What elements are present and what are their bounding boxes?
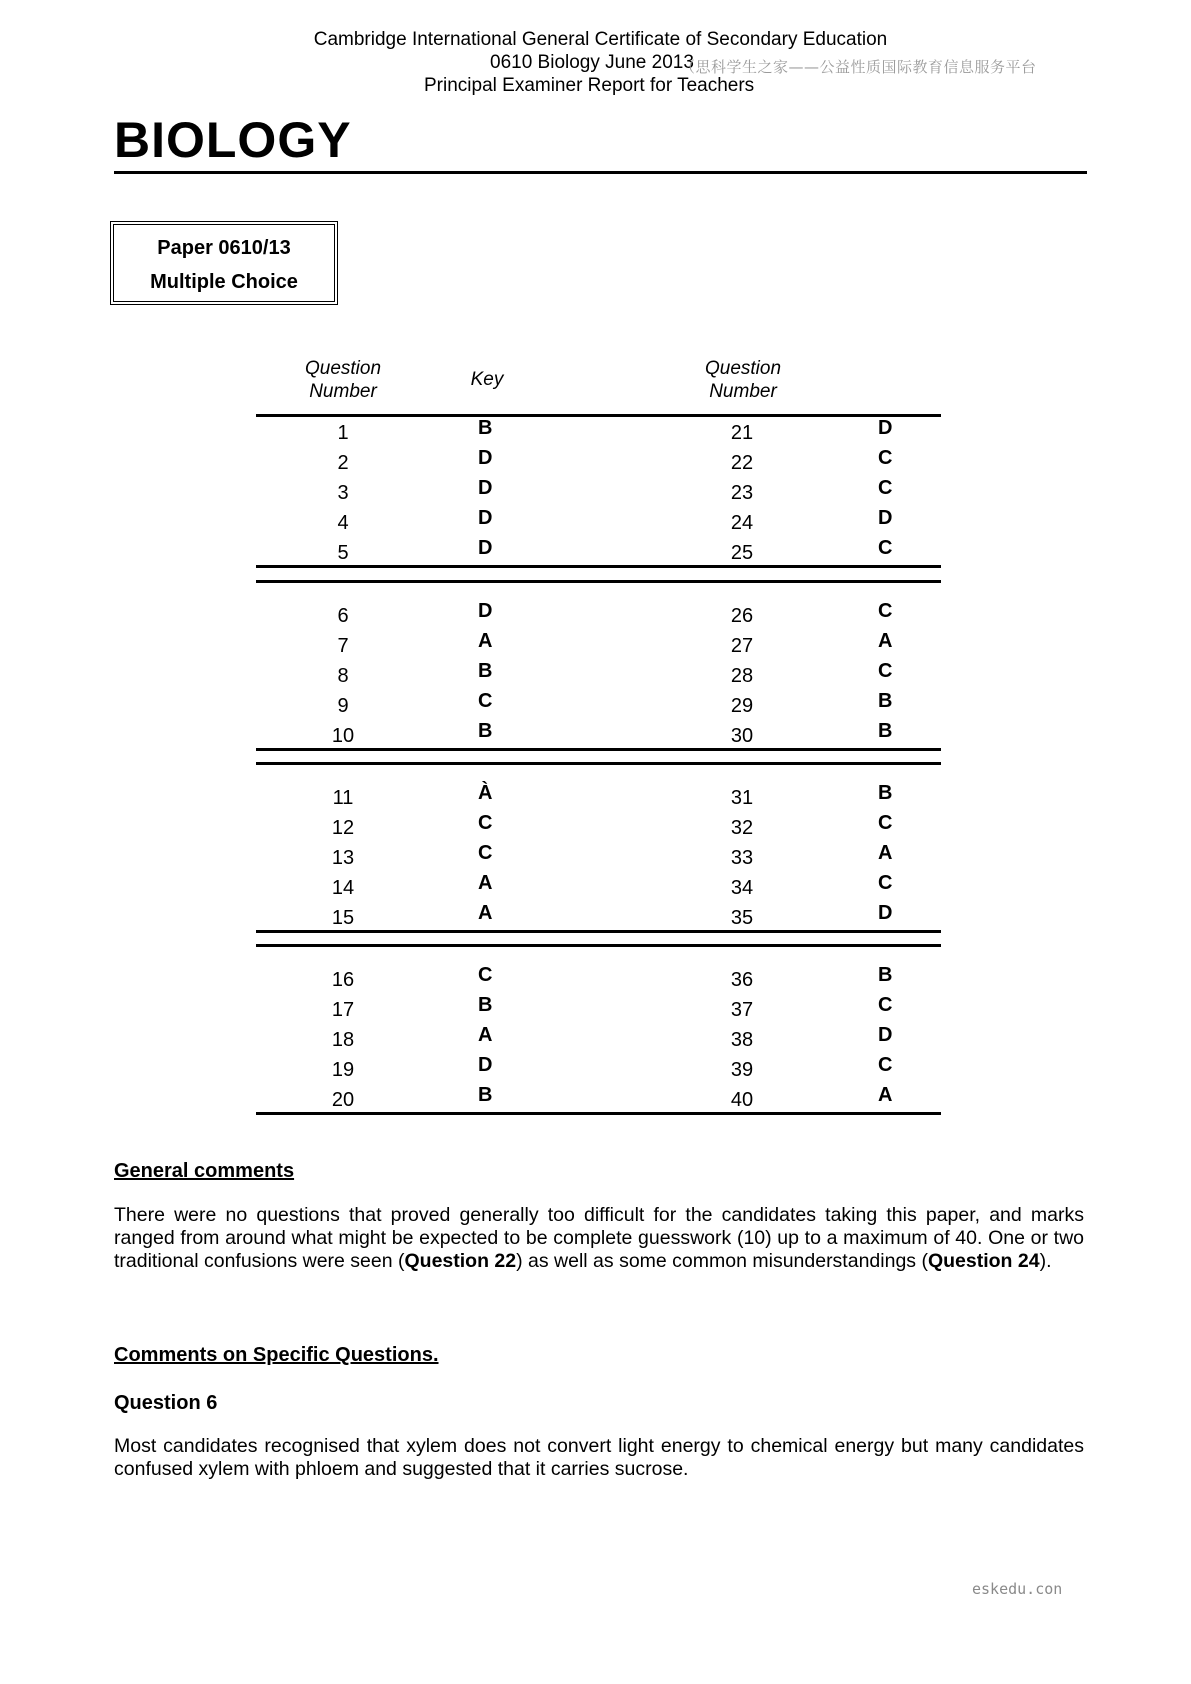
answer-key: C [878,660,893,682]
document-title: BIOLOGY [114,112,352,168]
question-24-ref: Question 24 [927,1250,1040,1272]
answer-key: C [878,994,893,1016]
answer-key: A [478,1024,493,1046]
table-rule [256,580,941,583]
question-number: 9 [337,695,349,717]
answer-key: B [478,720,493,742]
question-number: 34 [730,877,754,899]
question-6-text: Most candidates recognised that xylem does not convert light energy to chemical energy but many candidates confused xylem with phloem and suggested that it carries sucrose. [114,1435,1084,1480]
question-number: 10 [331,725,355,747]
question-number: 3 [337,482,349,504]
question-number: 18 [331,1029,355,1051]
general-comments-text [114,1204,1084,1273]
answer-key: D [478,1054,493,1076]
table-rule [256,762,941,765]
answer-key: À [478,782,493,804]
answer-key: B [878,964,893,986]
answer-key: C [478,690,493,712]
question-number: 19 [331,1059,355,1081]
answer-key: D [478,447,493,469]
table-rule [256,930,941,933]
answer-key: C [878,600,893,622]
table-rule [256,1112,941,1115]
question-number: 23 [730,482,754,504]
question-number: 12 [331,817,355,839]
general-comments-heading: General comments [114,1160,295,1182]
answer-key: D [478,537,493,559]
answer-key: D [878,417,893,439]
answer-key: A [878,630,893,652]
answer-key: B [478,417,493,439]
header-line-1: Cambridge International General Certificate of Secondary Education [313,29,888,50]
answer-key: C [478,842,493,864]
question-number: 33 [730,847,754,869]
answer-key: B [878,690,893,712]
answer-key: C [878,812,893,834]
question-number: 7 [337,635,349,657]
general-text-a: There were no questions that proved generally too difficult for the candidates taking this paper, and marks ranged from around what might be expected to be complete guesswork (10) up to a maximum of 40. One or two traditional confusions were seen ( [114,1204,1084,1272]
paper-box [110,221,338,305]
table-rule [256,748,941,751]
question-number: 35 [730,907,754,929]
question-number: 21 [730,422,754,444]
question-number: 11 [332,787,354,809]
answer-key: C [878,477,893,499]
paper-type: Multiple Choice [150,271,298,293]
header-key: Key [470,369,504,390]
general-text-b: ) as well as some common misunderstandings ( [516,1250,928,1272]
question-number: 39 [730,1059,754,1081]
header-line-2: 0610 Biology June 2013 [490,52,694,73]
question-number: 37 [730,999,754,1021]
question-number: 27 [730,635,754,657]
question-number: 28 [730,665,754,687]
table-rule [256,565,941,568]
table-rule [256,414,941,417]
title-rule [114,171,1087,174]
question-number: 25 [730,542,754,564]
question-number: 30 [730,725,754,747]
paper-code: Paper 0610/13 [157,237,291,259]
answer-key: D [878,1024,893,1046]
answer-key: C [478,964,493,986]
question-number: 13 [331,847,355,869]
header-question-number: Question Number [304,358,382,402]
question-number: 8 [337,665,349,687]
question-22-ref: Question 22 [404,1250,517,1272]
answer-key: C [478,812,493,834]
answer-key: A [478,872,493,894]
question-number: 16 [331,969,355,991]
answer-key: B [478,660,493,682]
answer-key: B [878,720,893,742]
answer-key: A [478,630,493,652]
question-number: 40 [730,1089,754,1111]
question-number: 29 [730,695,754,717]
question-number: 32 [730,817,754,839]
answer-key: D [878,507,893,529]
answer-key: B [878,782,893,804]
watermark-text: （思科学生之家——公益性质国际教育信息服务平台 [680,58,1037,76]
question-number: 1 [337,422,349,444]
question-number: 5 [337,542,349,564]
question-number: 26 [730,605,754,627]
table-rule [256,944,941,947]
question-number: 20 [331,1089,355,1111]
general-text-c: ). [1039,1250,1052,1272]
question-number: 31 [730,787,754,809]
answer-key: C [878,447,893,469]
answer-key: D [478,477,493,499]
answer-key: A [878,1084,893,1106]
answer-key: A [478,902,493,924]
question-number: 38 [730,1029,754,1051]
question-number: 22 [730,452,754,474]
specific-comments-heading: Comments on Specific Questions. [114,1344,439,1366]
header-question-number-2: Question Number [704,358,782,402]
answer-key: C [878,1054,893,1076]
question-number: 2 [337,452,349,474]
question-number: 6 [337,605,349,627]
answer-key: C [878,872,893,894]
header-line-3: Principal Examiner Report for Teachers [424,75,755,96]
answer-key: D [878,902,893,924]
answer-key: B [478,1084,493,1106]
question-number: 17 [331,999,355,1021]
question-number: 14 [331,877,355,899]
question-number: 4 [337,512,349,534]
answer-key: D [478,507,493,529]
answer-key: B [478,994,493,1016]
question-number: 15 [331,907,355,929]
question-number: 36 [730,969,754,991]
answer-key: D [478,600,493,622]
question-number: 24 [730,512,754,534]
question-6-heading: Question 6 [114,1392,218,1414]
answer-key: A [878,842,893,864]
footer-url: eskedu.con [972,1580,1063,1598]
answer-key: C [878,537,893,559]
